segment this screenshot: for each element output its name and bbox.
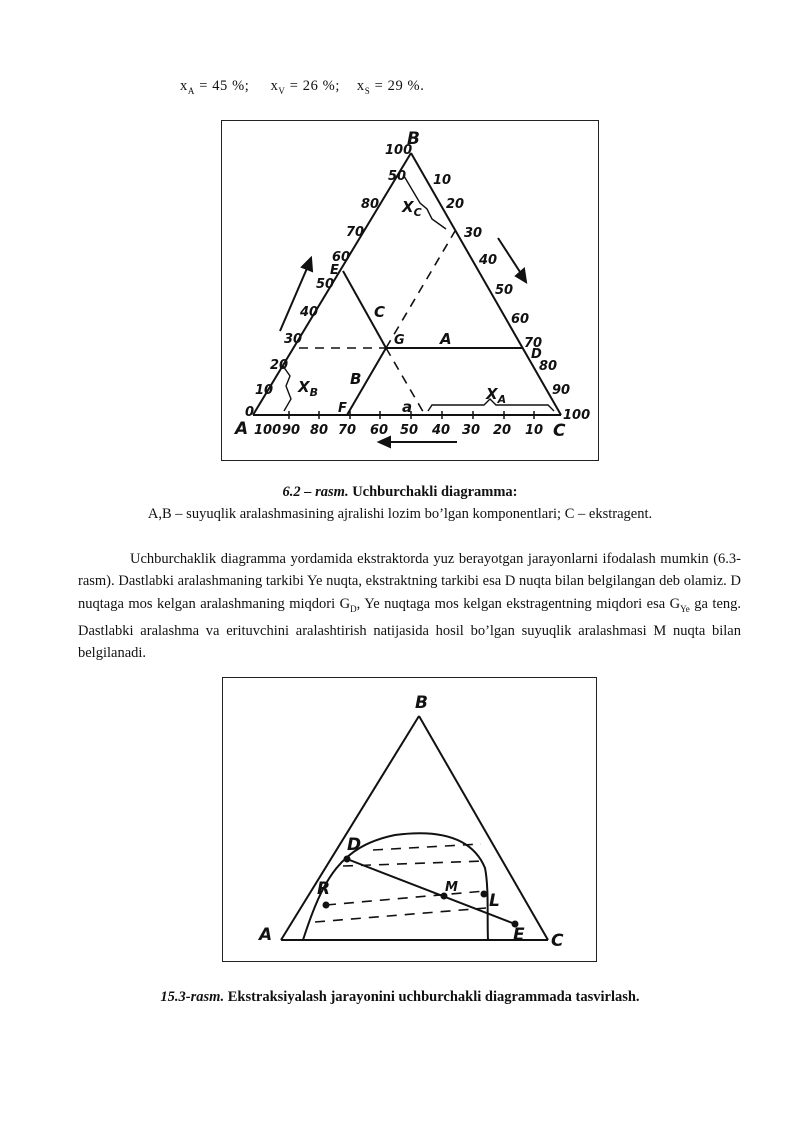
right-tick-label: 80 xyxy=(539,359,558,374)
right-tick-label: 30 xyxy=(464,226,483,241)
edge-bc xyxy=(411,153,561,415)
point-r-marker xyxy=(323,902,330,909)
xs-value: = 29 %. xyxy=(370,78,425,94)
bottom-tick-label: 60 xyxy=(370,423,389,438)
point-e-label: E xyxy=(330,263,339,278)
right-tick-label: 90 xyxy=(552,383,571,398)
point-g-label: G xyxy=(394,333,405,348)
point-e-label: E xyxy=(513,925,525,945)
right-tick-label: 50 xyxy=(495,283,514,298)
left-tick-label: 40 xyxy=(300,305,319,320)
point-d-marker xyxy=(344,856,351,863)
bottom-tick-label: 80 xyxy=(310,423,329,438)
composition-equation xyxy=(180,78,424,96)
bottom-tick-label: 40 xyxy=(432,423,451,438)
point-d-label: D xyxy=(347,835,362,855)
right-tick-label: 20 xyxy=(446,197,465,212)
figure2-caption-title: Ekstraksiyalash jarayonini uchburchakli diagrammada tasvirlash. xyxy=(224,989,640,1005)
vertex-b-label: B xyxy=(415,693,428,713)
right-tick-label: 40 xyxy=(479,253,498,268)
tie-line xyxy=(343,861,484,866)
point-f-label: F xyxy=(338,401,347,416)
xv-var: $x_V$ xyxy=(270,78,286,96)
left-tick-label: 50 xyxy=(316,277,335,292)
figure2-caption xyxy=(0,989,800,1006)
edge-ab xyxy=(281,716,419,940)
point-a-label: A xyxy=(440,330,452,348)
figure2-caption-number: 15.3-rasm. xyxy=(160,989,225,1005)
right-tick-label: 100 xyxy=(563,408,591,423)
xa-value: = 45 %; xyxy=(194,78,250,94)
vertex-a-label: A xyxy=(259,925,273,945)
left-tick-label: 0 xyxy=(245,405,255,420)
bottom-tick-label: 100 xyxy=(254,423,282,438)
point-b-label: B xyxy=(350,370,362,388)
vertex-b-label: B xyxy=(407,129,420,149)
vertex-a-label: A xyxy=(235,419,249,439)
vertex-c-label: C xyxy=(553,421,566,441)
point-d-label: D xyxy=(531,347,542,362)
left-tick-label: 30 xyxy=(284,332,303,347)
left-tick-label: 10 xyxy=(255,383,274,398)
left-tick-label: 60 xyxy=(332,250,351,265)
arrow-bottom-head xyxy=(379,437,390,447)
extraction-diagram-figure xyxy=(222,677,597,962)
arrow-right-side xyxy=(498,238,522,275)
figure1-caption-number: 6.2 – rasm. xyxy=(282,484,349,500)
xc-label: $X_C$ xyxy=(402,198,422,219)
body-paragraph: Uchburchaklik diagramma yordamida ekstraktorda yuz berayotgan jarayonlarni ifodalash mumkin (6.3-rasm). Dastlabki aralashmaning tarkibi Ye nuqta, ekstraktning tarkibi esa D nuqta bilan belgilangan deb olamiz. D nuqtaga mos kelgan aralashmaning miqdori $G_D$, Ye nuqtaga mos kelgan ekstragentning miqdori esa $G_{Ye}$ ga teng. Dastlabki aralashma va erituvchini aralashtirish natijasida hosil bo’lgan suyuqlik aralashmasi M nuqta bilan belgilanadi. xyxy=(78,551,741,662)
tie-line xyxy=(315,908,486,922)
arrow-right-head xyxy=(516,269,526,282)
right-tick-label: 70 xyxy=(524,336,543,351)
point-l-label: L xyxy=(489,891,500,911)
left-tick-label: 100 xyxy=(385,143,413,158)
left-tick-label: 80 xyxy=(361,197,380,212)
extraction-diagram xyxy=(223,678,596,961)
figure1-caption-title: Uchburchakli diagramma: xyxy=(348,484,518,500)
point-a-lower-label: a xyxy=(402,398,413,416)
xa-label: $X_A$ xyxy=(486,385,507,406)
xa-var: $x_A$ xyxy=(180,78,195,96)
left-tick-label: 50 xyxy=(388,169,407,184)
xs-var: $x_S$ xyxy=(356,78,371,96)
arrow-left-side xyxy=(280,266,308,331)
point-c-label: C xyxy=(374,303,386,321)
vertex-c-label: C xyxy=(551,931,564,951)
xb-label: $X_B$ xyxy=(298,378,318,399)
point-r-label: R xyxy=(317,879,331,899)
ternary-diagram-figure xyxy=(221,120,599,461)
left-tick-label: 20 xyxy=(270,358,289,373)
arrow-left-head xyxy=(302,258,312,271)
bottom-tick-label: 20 xyxy=(493,423,512,438)
bottom-tick-label: 50 xyxy=(400,423,419,438)
left-tick-label: 70 xyxy=(346,225,365,240)
point-m-label: M xyxy=(445,880,458,895)
xv-value: = 26 %; xyxy=(285,78,340,94)
edge-bc xyxy=(419,716,548,940)
ternary-diagram xyxy=(222,121,598,460)
right-tick-label: 60 xyxy=(511,312,530,327)
bottom-tick-label: 70 xyxy=(338,423,357,438)
bottom-tick-label: 90 xyxy=(282,423,301,438)
bottom-tick-label: 10 xyxy=(525,423,544,438)
figure1-caption-description: A,B – suyuqlik aralashmasining ajralishi lozim bo’lgan komponentlari; C – ekstragent. xyxy=(147,506,653,522)
tie-line xyxy=(373,844,481,850)
right-tick-label: 10 xyxy=(433,173,452,188)
bottom-tick-label: 30 xyxy=(462,423,481,438)
figure1-caption xyxy=(0,484,800,501)
point-l-marker xyxy=(481,891,488,898)
